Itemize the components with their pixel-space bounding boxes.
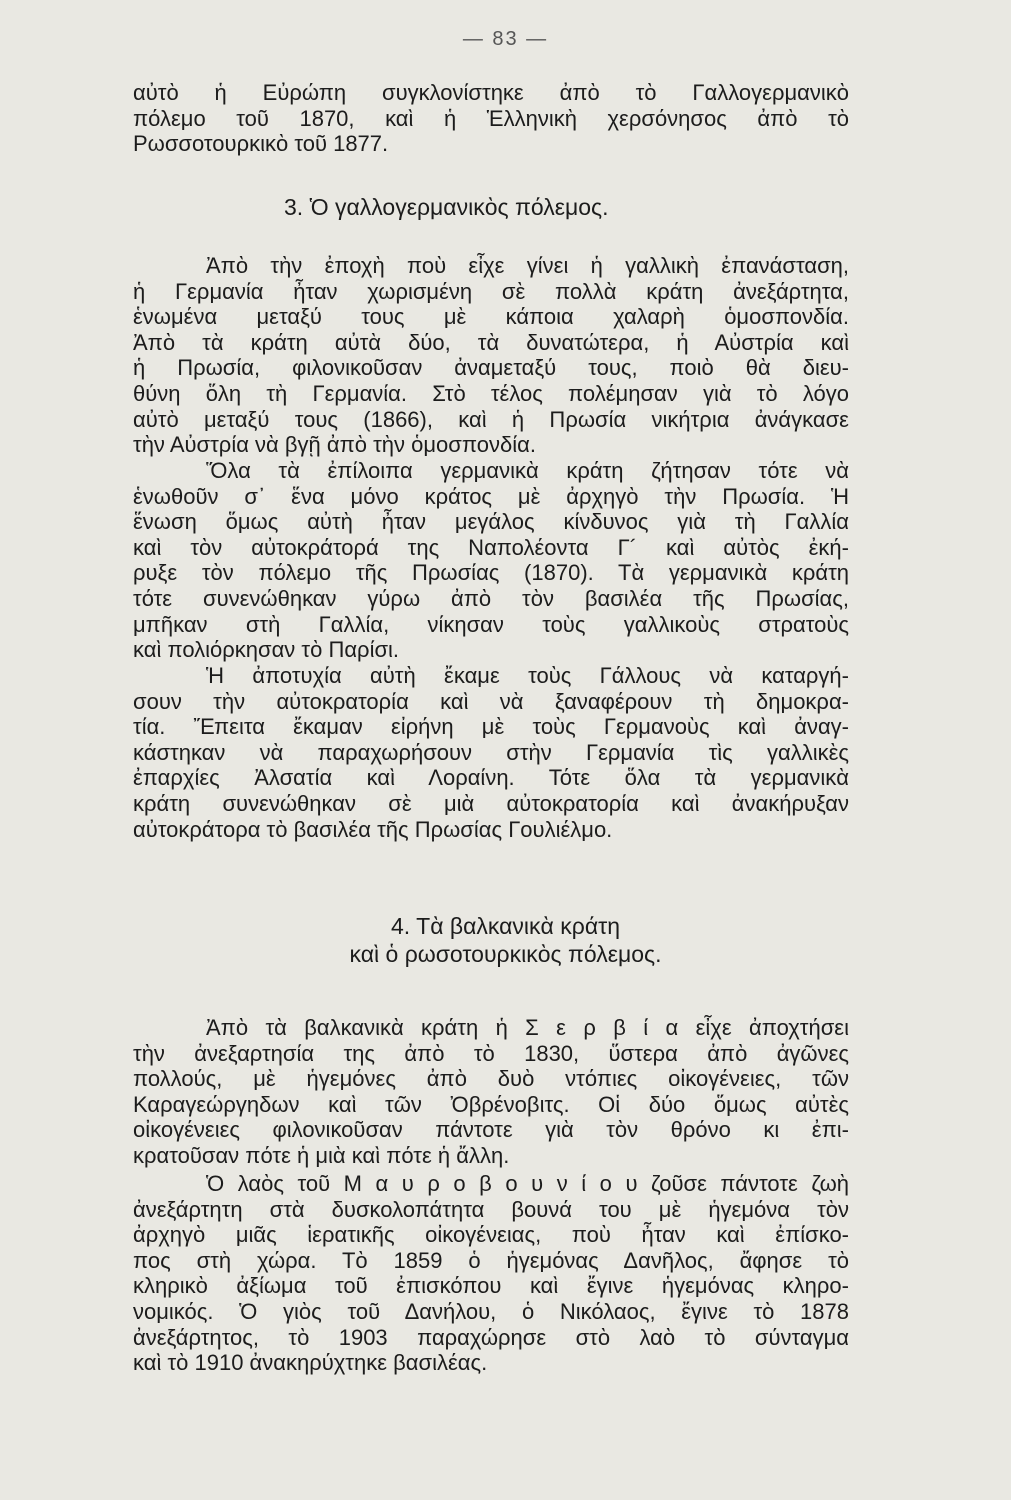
text-line: νομικός. Ὁ γιὸς τοῦ Δανήλου, ὁ Νικόλαος, ἔγινε τὸ 1878 <box>133 1298 849 1324</box>
section-4-heading-line-1: 4. Τὰ βαλκανικὰ κράτη <box>391 913 620 939</box>
section-4-heading <box>0 912 1011 968</box>
text-line: καὶ πολιόρκησαν τὸ Παρίσι. <box>133 637 400 663</box>
text-line: ἀνεξάρτητος, τὸ 1903 παραχώρησε στὸ λαὸ τὸ σύνταγμα <box>133 1324 849 1350</box>
text-line: μπῆκαν στὴ Γαλλία, νίκησαν τοὺς γαλλικοὺς στρατοὺς <box>133 611 849 637</box>
section-3-paragraph-3 <box>133 663 849 842</box>
text-line: ἀνεξάρτητη στὰ δυσκολοπάτητα βουνά του μὲ ἡγεμόνα τὸν <box>133 1196 849 1222</box>
section-4-paragraph-2 <box>133 1171 849 1376</box>
text-line: τὴν Αὐστρία νὰ βγῇ ἀπὸ τὴν ὁμοσπονδία. <box>133 432 536 458</box>
text-line: κράτη συνενώθηκαν σὲ μιὰ αὐτοκρατορία καὶ ἀνακήρυξαν <box>133 790 849 816</box>
text-line: κληρικὸ ἀξίωμα τοῦ ἐπισκόπου καὶ ἔγινε ἡγεμόνας κληρο- <box>133 1273 849 1299</box>
text-line: ρυξε τὸν πόλεμο τῆς Πρωσίας (1870). Τὰ γερμανικὰ κράτη <box>133 560 849 586</box>
text-line: Ἀπὸ τὰ κράτη αὐτὰ δύο, τὰ δυνατώτερα, ἡ Αὐστρία καὶ <box>133 329 849 355</box>
text-line: τὴν ἀνεξαρτησία της ἀπὸ τὸ 1830, ὕστερα ἀπὸ ἀγῶνες <box>133 1040 849 1066</box>
text-line: Ἡ ἀποτυχία αὐτὴ ἔκαμε τοὺς Γάλλους νὰ καταργή- <box>206 663 849 688</box>
text-line: κάστηκαν νὰ παραχωρήσουν στὴν Γερμανία τὶς γαλλικὲς <box>133 739 849 765</box>
section-3-paragraph-2 <box>133 458 849 663</box>
text-line: Ὁ λαὸς τοῦ Μ α υ ρ ο β ο υ ν ί ο υ ζοῦσε πάντοτε ζωὴ <box>206 1171 849 1196</box>
text-line: ἡ Γερμανία ἦταν χωρισμένη σὲ πολλὰ κράτη ἀνεξάρτητα, <box>133 278 849 304</box>
text-line: σουν τὴν αὐτοκρατορία καὶ νὰ ξαναφέρουν τὴ δημοκρα- <box>133 688 849 714</box>
text-line: πόλεμο τοῦ 1870, καὶ ἡ Ἑλληνικὴ χερσόνησος ἀπὸ τὸ <box>133 105 849 131</box>
text-line: κρατοῦσαν πότε ἡ μιὰ καὶ πότε ἡ ἄλλη. <box>133 1142 510 1168</box>
text-line: ἑνωθοῦν σ᾽ ἕνα μόνο κράτος μὲ ἀρχηγὸ τὴν Πρωσία. Ἡ <box>133 483 849 509</box>
text-line: Ἀπὸ τὰ βαλκανικὰ κράτη ἡ Σ ε ρ β ί α εἶχε ἀποχτήσει <box>206 1015 849 1040</box>
section-3-paragraph-1 <box>133 253 849 458</box>
text-line: πος στὴ χώρα. Τὸ 1859 ὁ ἡγεμόνας Δανῆλος, ἄφησε τὸ <box>133 1247 849 1273</box>
text-line: τία. Ἔπειτα ἔκαμαν εἰρήνη μὲ τοὺς Γερμανοὺς καὶ ἀναγ- <box>133 714 849 740</box>
text-line: θύνη ὅλη τὴ Γερμανία. Στὸ τέλος πολέμησαν γιὰ τὸ λόγο <box>133 380 849 406</box>
text-line: τότε συνενώθηκαν γύρω ἀπὸ τὸν βασιλέα τῆς Πρωσίας, <box>133 585 849 611</box>
section-3-heading: 3. Ὁ γαλλογερμανικὸς πόλεμος. <box>284 194 609 220</box>
text-line: Ρωσσοτουρκικὸ τοῦ 1877. <box>133 131 389 157</box>
text-line: ἀρχηγὸ μιᾶς ἱερατικῆς οἰκογένειας, ποὺ ἦταν καὶ ἐπίσκο- <box>133 1222 849 1248</box>
text-line: ἡ Πρωσία, φιλονικοῦσαν ἀναμεταξύ τους, ποιὸ θὰ διευ- <box>133 355 849 381</box>
intro-paragraph <box>133 80 849 157</box>
text-line: Καραγεώργηδων καὶ τῶν Ὀβρένοβιτς. Οἱ δύο ὅμως αὐτὲς <box>133 1091 849 1117</box>
text-line: ἐπαρχίες Ἀλσατία καὶ Λοραίνη. Τότε ὅλα τὰ γερμανικὰ <box>133 765 849 791</box>
text-line: Ὅλα τὰ ἐπίλοιπα γερμανικὰ κράτη ζήτησαν τότε νὰ <box>206 458 849 483</box>
text-line: οἰκογένειες φιλονικοῦσαν πάντοτε γιὰ τὸν θρόνο κι ἐπι- <box>133 1117 849 1143</box>
section-4-heading-line-2: καὶ ὁ ρωσοτουρκικὸς πόλεμος. <box>349 941 662 967</box>
text-line: καὶ τὸ 1910 ἀνακηρύχτηκε βασιλέας. <box>133 1350 488 1376</box>
page-number: — 83 — <box>462 28 549 50</box>
text-line: αὐτοκράτορα τὸ βασιλέα τῆς Πρωσίας Γουλιέλμο. <box>133 816 613 842</box>
section-4-paragraph-1 <box>133 1015 849 1169</box>
text-line: πολλούς, μὲ ἡγεμόνες ἀπὸ δυὸ ντόπιες οἰκογένειες, τῶν <box>133 1066 849 1092</box>
text-line: ἑνωμένα μεταξύ τους μὲ κάποια χαλαρὴ ὁμοσπονδία. <box>133 304 849 330</box>
text-line: αὐτὸ μεταξύ τους (1866), καὶ ἡ Πρωσία νικήτρια ἀνάγκασε <box>133 406 849 432</box>
text-line: Ἀπὸ τὴν ἐποχὴ ποὺ εἶχε γίνει ἡ γαλλικὴ ἐπανάσταση, <box>206 253 849 278</box>
text-line: ἕνωση ὅμως αὐτὴ ἦταν μεγάλος κίνδυνος γιὰ τὴ Γαλλία <box>133 509 849 535</box>
text-line: αὐτὸ ἡ Εὐρώπη συγκλονίστηκε ἀπὸ τὸ Γαλλογερμανικὸ <box>133 80 849 105</box>
text-line: καὶ τὸν αὐτοκράτορά της Ναπολέοντα Γ´ καὶ αὐτὸς ἐκή- <box>133 534 849 560</box>
